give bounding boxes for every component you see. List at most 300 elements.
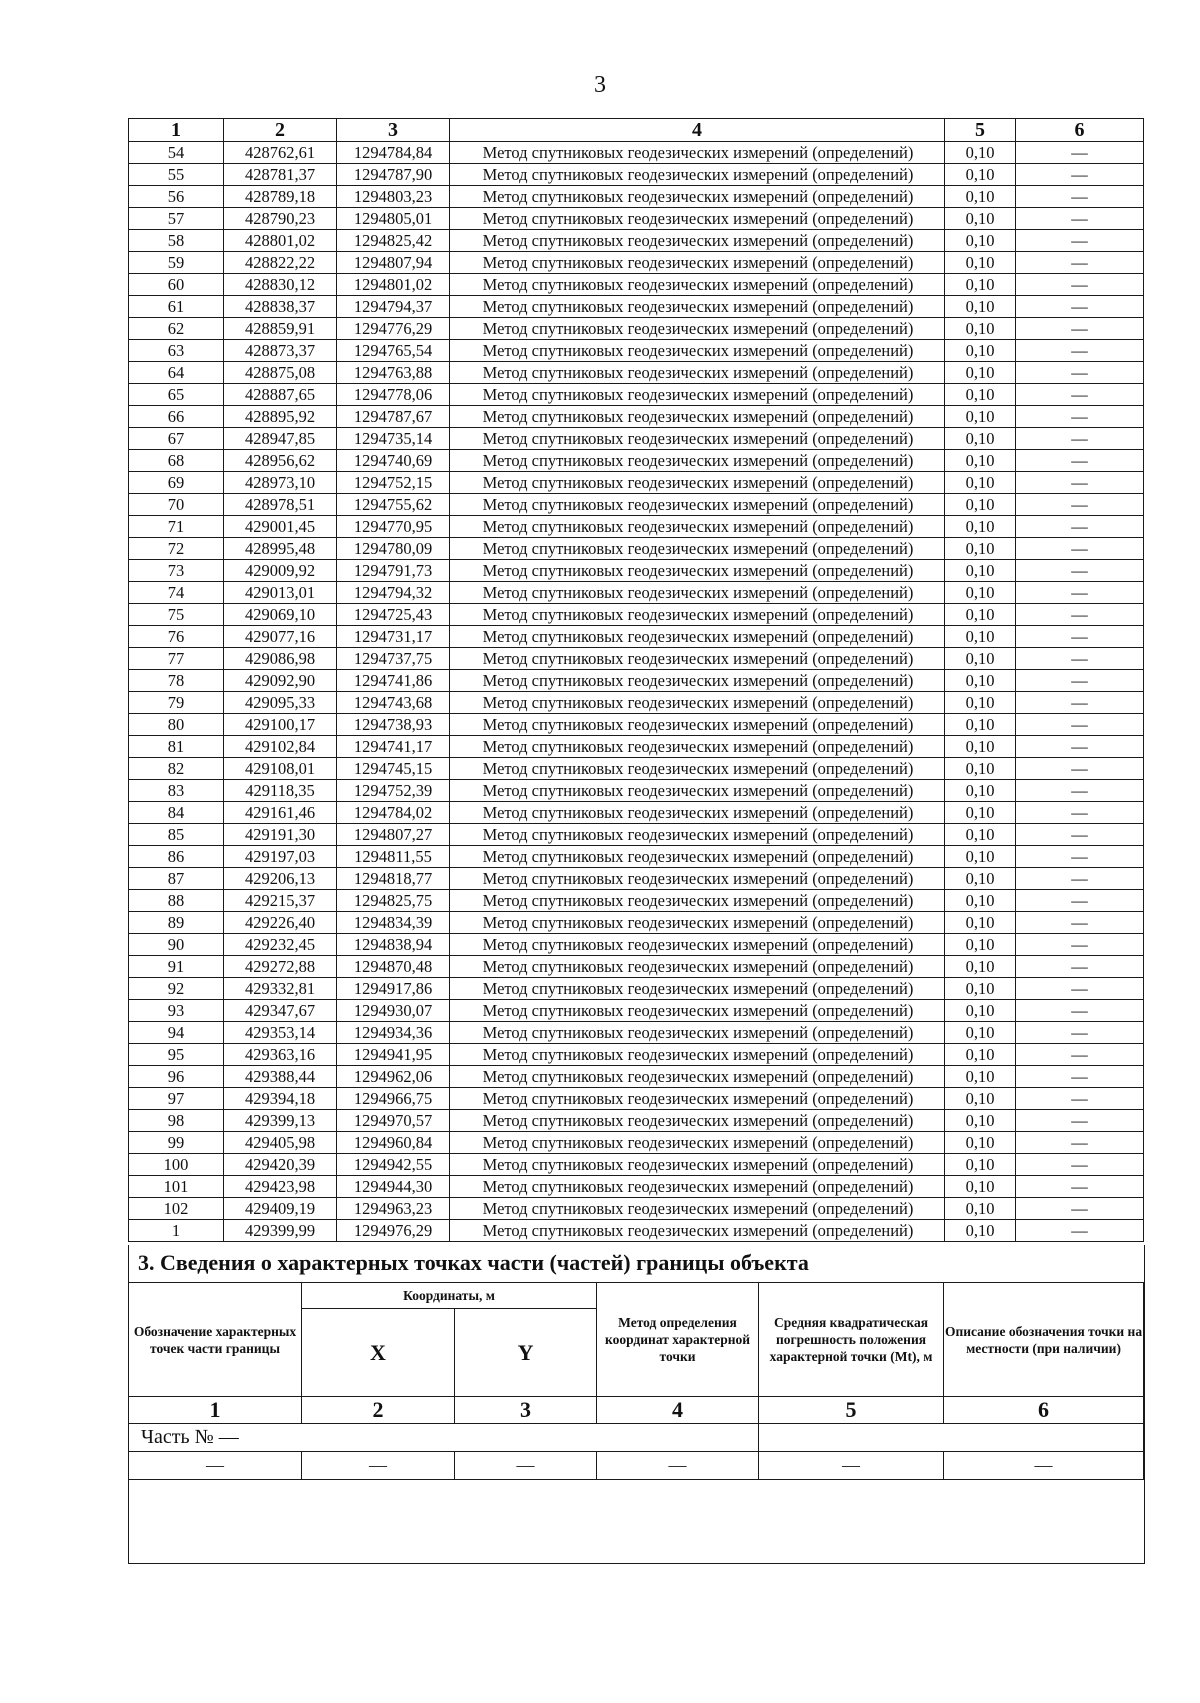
method-cell: Метод спутниковых геодезических измерений (определений) — [450, 912, 945, 934]
accuracy-cell: 0,10 — [945, 186, 1016, 208]
accuracy-cell: 0,10 — [945, 362, 1016, 384]
table-row — [129, 758, 1144, 780]
x-coordinate: 428781,37 — [224, 164, 337, 186]
y-coordinate: 1294737,75 — [337, 648, 450, 670]
x-coordinate: 428873,37 — [224, 340, 337, 362]
point-number: 85 — [129, 824, 224, 846]
method-cell: Метод спутниковых геодезических измерений (определений) — [450, 824, 945, 846]
method-cell: Метод спутниковых геодезических измерений (определений) — [450, 868, 945, 890]
table-row — [129, 890, 1144, 912]
point-number: 89 — [129, 912, 224, 934]
dash-cell: — — [944, 1452, 1144, 1480]
description-cell: — — [1016, 802, 1144, 824]
table-row — [129, 274, 1144, 296]
y-coordinate: 1294740,69 — [337, 450, 450, 472]
x-coordinate: 428973,10 — [224, 472, 337, 494]
table-row — [129, 340, 1144, 362]
method-cell: Метод спутниковых геодезических измерений (определений) — [450, 450, 945, 472]
y-coordinate: 1294731,17 — [337, 626, 450, 648]
point-number: 98 — [129, 1110, 224, 1132]
accuracy-cell: 0,10 — [945, 1000, 1016, 1022]
accuracy-cell: 0,10 — [945, 1044, 1016, 1066]
accuracy-cell: 0,10 — [945, 1154, 1016, 1176]
point-number: 100 — [129, 1154, 224, 1176]
x-coordinate: 429394,18 — [224, 1088, 337, 1110]
point-number: 64 — [129, 362, 224, 384]
description-cell: — — [1016, 648, 1144, 670]
accuracy-cell: 0,10 — [945, 1110, 1016, 1132]
description-cell: — — [1016, 1088, 1144, 1110]
x-coordinate: 428830,12 — [224, 274, 337, 296]
table-row — [129, 736, 1144, 758]
point-number: 78 — [129, 670, 224, 692]
accuracy-cell: 0,10 — [945, 648, 1016, 670]
point-number: 58 — [129, 230, 224, 252]
y-coordinate: 1294776,29 — [337, 318, 450, 340]
point-number: 80 — [129, 714, 224, 736]
accuracy-cell: 0,10 — [945, 604, 1016, 626]
accuracy-cell: 0,10 — [945, 1198, 1016, 1220]
x-coordinate: 429100,17 — [224, 714, 337, 736]
y-coordinate: 1294752,39 — [337, 780, 450, 802]
x-header: X — [302, 1309, 455, 1397]
description-cell: — — [1016, 1154, 1144, 1176]
description-cell: — — [1016, 164, 1144, 186]
table-row — [129, 472, 1144, 494]
point-number: 72 — [129, 538, 224, 560]
table-row — [129, 956, 1144, 978]
y-coordinate: 1294818,77 — [337, 868, 450, 890]
x-coordinate: 429001,45 — [224, 516, 337, 538]
method-cell: Метод спутниковых геодезических измерений (определений) — [450, 780, 945, 802]
accuracy-cell: 0,10 — [945, 428, 1016, 450]
column-number: 5 — [759, 1397, 944, 1424]
table-row — [129, 1110, 1144, 1132]
table-row — [129, 1176, 1144, 1198]
y-coordinate: 1294805,01 — [337, 208, 450, 230]
accuracy-cell: 0,10 — [945, 208, 1016, 230]
accuracy-cell: 0,10 — [945, 252, 1016, 274]
method-cell: Метод спутниковых геодезических измерений (определений) — [450, 142, 945, 164]
x-coordinate: 429191,30 — [224, 824, 337, 846]
header-col-5: 5 — [945, 119, 1016, 142]
x-coordinate: 428978,51 — [224, 494, 337, 516]
y-coordinate: 1294735,14 — [337, 428, 450, 450]
x-coordinate: 429388,44 — [224, 1066, 337, 1088]
table-row — [129, 252, 1144, 274]
table-row — [129, 494, 1144, 516]
method-cell: Метод спутниковых геодезических измерений (определений) — [450, 230, 945, 252]
description-cell: — — [1016, 1044, 1144, 1066]
accuracy-cell: 0,10 — [945, 780, 1016, 802]
coordinates-body — [129, 142, 1144, 1242]
accuracy-cell: 0,10 — [945, 516, 1016, 538]
table-row — [129, 1154, 1144, 1176]
method-cell: Метод спутниковых геодезических измерений (определений) — [450, 648, 945, 670]
table-row — [129, 450, 1144, 472]
point-number: 62 — [129, 318, 224, 340]
point-number: 90 — [129, 934, 224, 956]
y-coordinate: 1294870,48 — [337, 956, 450, 978]
point-number: 1 — [129, 1220, 224, 1242]
y-header: Y — [455, 1309, 597, 1397]
y-coordinate: 1294930,07 — [337, 1000, 450, 1022]
accuracy-cell: 0,10 — [945, 142, 1016, 164]
header-col-1: 1 — [129, 119, 224, 142]
table-row — [129, 934, 1144, 956]
x-coordinate: 428838,37 — [224, 296, 337, 318]
x-coordinate: 428887,65 — [224, 384, 337, 406]
x-coordinate: 429206,13 — [224, 868, 337, 890]
header-col-3: 3 — [337, 119, 450, 142]
part-dash-row — [129, 1452, 1144, 1480]
point-number: 97 — [129, 1088, 224, 1110]
part-label-empty — [759, 1424, 1144, 1452]
header-col-2: 2 — [224, 119, 337, 142]
accuracy-cell: 0,10 — [945, 824, 1016, 846]
accuracy-cell: 0,10 — [945, 472, 1016, 494]
y-coordinate: 1294825,42 — [337, 230, 450, 252]
description-cell: — — [1016, 846, 1144, 868]
y-coordinate: 1294763,88 — [337, 362, 450, 384]
table-row — [129, 186, 1144, 208]
y-coordinate: 1294970,57 — [337, 1110, 450, 1132]
method-cell: Метод спутниковых геодезических измерений (определений) — [450, 692, 945, 714]
description-cell: — — [1016, 604, 1144, 626]
column-number: 6 — [944, 1397, 1144, 1424]
x-coordinate: 429272,88 — [224, 956, 337, 978]
accuracy-cell: 0,10 — [945, 1176, 1016, 1198]
column-number: 1 — [129, 1397, 302, 1424]
point-number: 55 — [129, 164, 224, 186]
description-cell: — — [1016, 384, 1144, 406]
table-row — [129, 384, 1144, 406]
method-cell: Метод спутниковых геодезических измерений (определений) — [450, 494, 945, 516]
column-number: 2 — [302, 1397, 455, 1424]
y-coordinate: 1294791,73 — [337, 560, 450, 582]
description-cell: — — [1016, 868, 1144, 890]
y-coordinate: 1294741,17 — [337, 736, 450, 758]
accuracy-cell: 0,10 — [945, 384, 1016, 406]
method-cell: Метод спутниковых геодезических измерений (определений) — [450, 1154, 945, 1176]
method-cell: Метод спутниковых геодезических измерений (определений) — [450, 1066, 945, 1088]
point-number: 84 — [129, 802, 224, 824]
y-coordinate: 1294778,06 — [337, 384, 450, 406]
table-row — [129, 516, 1144, 538]
table-row — [129, 846, 1144, 868]
description-cell: — — [1016, 538, 1144, 560]
x-coordinate: 429399,99 — [224, 1220, 337, 1242]
method-cell: Метод спутниковых геодезических измерений (определений) — [450, 516, 945, 538]
y-coordinate: 1294794,32 — [337, 582, 450, 604]
x-coordinate: 429353,14 — [224, 1022, 337, 1044]
description-cell: — — [1016, 560, 1144, 582]
accuracy-cell: 0,10 — [945, 318, 1016, 340]
description-cell: — — [1016, 142, 1144, 164]
table-row — [129, 978, 1144, 1000]
method-cell: Метод спутниковых геодезических измерений (определений) — [450, 384, 945, 406]
accuracy-cell: 0,10 — [945, 626, 1016, 648]
designation-header: Обозначение характерных точек части границы — [129, 1283, 302, 1397]
x-coordinate: 428947,85 — [224, 428, 337, 450]
table-row — [129, 868, 1144, 890]
description-cell: — — [1016, 780, 1144, 802]
x-coordinate: 429095,33 — [224, 692, 337, 714]
y-coordinate: 1294811,55 — [337, 846, 450, 868]
description-cell: — — [1016, 472, 1144, 494]
table-row — [129, 802, 1144, 824]
point-number: 83 — [129, 780, 224, 802]
accuracy-cell: 0,10 — [945, 912, 1016, 934]
description-cell: — — [1016, 912, 1144, 934]
page-number: 3 — [594, 72, 606, 98]
method-cell: Метод спутниковых геодезических измерений (определений) — [450, 1044, 945, 1066]
header-col-4: 4 — [450, 119, 945, 142]
y-coordinate: 1294784,84 — [337, 142, 450, 164]
table-row — [129, 164, 1144, 186]
accuracy-cell: 0,10 — [945, 736, 1016, 758]
y-coordinate: 1294725,43 — [337, 604, 450, 626]
x-coordinate: 429420,39 — [224, 1154, 337, 1176]
column-number: 3 — [455, 1397, 597, 1424]
x-coordinate: 429197,03 — [224, 846, 337, 868]
method-cell: Метод спутниковых геодезических измерений (определений) — [450, 296, 945, 318]
point-number: 93 — [129, 1000, 224, 1022]
y-coordinate: 1294738,93 — [337, 714, 450, 736]
description-cell: — — [1016, 758, 1144, 780]
description-cell: — — [1016, 274, 1144, 296]
description-cell: — — [1016, 956, 1144, 978]
y-coordinate: 1294755,62 — [337, 494, 450, 516]
x-coordinate: 429232,45 — [224, 934, 337, 956]
accuracy-cell: 0,10 — [945, 296, 1016, 318]
y-coordinate: 1294917,86 — [337, 978, 450, 1000]
x-coordinate: 429077,16 — [224, 626, 337, 648]
x-coordinate: 428875,08 — [224, 362, 337, 384]
x-coordinate: 429363,16 — [224, 1044, 337, 1066]
y-coordinate: 1294784,02 — [337, 802, 450, 824]
point-number: 54 — [129, 142, 224, 164]
accuracy-cell: 0,10 — [945, 230, 1016, 252]
description-cell: — — [1016, 1022, 1144, 1044]
point-number: 79 — [129, 692, 224, 714]
point-number: 76 — [129, 626, 224, 648]
description-cell: — — [1016, 978, 1144, 1000]
point-number: 87 — [129, 868, 224, 890]
point-number: 67 — [129, 428, 224, 450]
point-number: 65 — [129, 384, 224, 406]
method-cell: Метод спутниковых геодезических измерений (определений) — [450, 1022, 945, 1044]
point-number: 81 — [129, 736, 224, 758]
y-coordinate: 1294770,95 — [337, 516, 450, 538]
y-coordinate: 1294807,27 — [337, 824, 450, 846]
method-cell: Метод спутниковых геодезических измерений (определений) — [450, 1132, 945, 1154]
x-coordinate: 428789,18 — [224, 186, 337, 208]
method-cell: Метод спутниковых геодезических измерений (определений) — [450, 1198, 945, 1220]
table-row — [129, 1220, 1144, 1242]
table-row — [129, 1022, 1144, 1044]
accuracy-cell: 0,10 — [945, 274, 1016, 296]
point-number: 102 — [129, 1198, 224, 1220]
point-number: 94 — [129, 1022, 224, 1044]
description-cell: — — [1016, 890, 1144, 912]
accuracy-cell: 0,10 — [945, 538, 1016, 560]
description-cell: — — [1016, 714, 1144, 736]
description-cell: — — [1016, 1198, 1144, 1220]
point-number: 92 — [129, 978, 224, 1000]
description-cell: — — [1016, 406, 1144, 428]
y-coordinate: 1294944,30 — [337, 1176, 450, 1198]
accuracy-cell: 0,10 — [945, 582, 1016, 604]
description-cell: — — [1016, 494, 1144, 516]
y-coordinate: 1294745,15 — [337, 758, 450, 780]
x-coordinate: 429086,98 — [224, 648, 337, 670]
method-cell: Метод спутниковых геодезических измерений (определений) — [450, 1110, 945, 1132]
description-cell: — — [1016, 186, 1144, 208]
section-3-title: 3. Сведения о характерных точках части (частей) границы объекта — [138, 1250, 809, 1275]
accuracy-cell: 0,10 — [945, 1088, 1016, 1110]
description-cell: — — [1016, 824, 1144, 846]
description-header: Описание обозначения точки на местности (при наличии) — [944, 1283, 1144, 1397]
method-cell: Метод спутниковых геодезических измерений (определений) — [450, 1220, 945, 1242]
point-number: 70 — [129, 494, 224, 516]
y-coordinate: 1294942,55 — [337, 1154, 450, 1176]
method-cell: Метод спутниковых геодезических измерений (определений) — [450, 164, 945, 186]
method-cell: Метод спутниковых геодезических измерений (определений) — [450, 956, 945, 978]
y-coordinate: 1294794,37 — [337, 296, 450, 318]
y-coordinate: 1294780,09 — [337, 538, 450, 560]
description-cell: — — [1016, 1220, 1144, 1242]
y-coordinate: 1294787,90 — [337, 164, 450, 186]
accuracy-cell: 0,10 — [945, 406, 1016, 428]
accuracy-cell: 0,10 — [945, 978, 1016, 1000]
table-row — [129, 604, 1144, 626]
table-row — [129, 670, 1144, 692]
point-number: 74 — [129, 582, 224, 604]
table-row — [129, 1088, 1144, 1110]
x-coordinate: 429092,90 — [224, 670, 337, 692]
accuracy-cell: 0,10 — [945, 1132, 1016, 1154]
method-cell: Метод спутниковых геодезических измерений (определений) — [450, 670, 945, 692]
method-cell: Метод спутниковых геодезических измерений (определений) — [450, 252, 945, 274]
dash-cell: — — [759, 1452, 944, 1480]
description-cell: — — [1016, 626, 1144, 648]
description-cell: — — [1016, 692, 1144, 714]
accuracy-cell: 0,10 — [945, 692, 1016, 714]
accuracy-cell: 0,10 — [945, 802, 1016, 824]
description-cell: — — [1016, 318, 1144, 340]
x-coordinate: 429009,92 — [224, 560, 337, 582]
x-coordinate: 429013,01 — [224, 582, 337, 604]
method-cell: Метод спутниковых геодезических измерений (определений) — [450, 472, 945, 494]
description-cell: — — [1016, 1110, 1144, 1132]
y-coordinate: 1294807,94 — [337, 252, 450, 274]
table-row — [129, 714, 1144, 736]
column-number: 4 — [597, 1397, 759, 1424]
description-cell: — — [1016, 670, 1144, 692]
accuracy-cell: 0,10 — [945, 560, 1016, 582]
y-coordinate: 1294960,84 — [337, 1132, 450, 1154]
table-row — [129, 1000, 1144, 1022]
x-coordinate: 428822,22 — [224, 252, 337, 274]
method-cell: Метод спутниковых геодезических измерений (определений) — [450, 1088, 945, 1110]
point-number: 101 — [129, 1176, 224, 1198]
description-cell: — — [1016, 428, 1144, 450]
dash-cell: — — [455, 1452, 597, 1480]
y-coordinate: 1294976,29 — [337, 1220, 450, 1242]
y-coordinate: 1294765,54 — [337, 340, 450, 362]
coordinates-table — [128, 118, 1144, 1242]
description-cell: — — [1016, 1066, 1144, 1088]
point-number: 63 — [129, 340, 224, 362]
method-cell: Метод спутниковых геодезических измерений (определений) — [450, 560, 945, 582]
accuracy-cell: 0,10 — [945, 494, 1016, 516]
accuracy-cell: 0,10 — [945, 956, 1016, 978]
y-coordinate: 1294803,23 — [337, 186, 450, 208]
description-cell: — — [1016, 736, 1144, 758]
method-cell: Метод спутниковых геодезических измерений (определений) — [450, 362, 945, 384]
description-cell: — — [1016, 934, 1144, 956]
point-number: 96 — [129, 1066, 224, 1088]
y-coordinate: 1294941,95 — [337, 1044, 450, 1066]
method-cell: Метод спутниковых геодезических измерений (определений) — [450, 802, 945, 824]
point-number: 86 — [129, 846, 224, 868]
point-number: 61 — [129, 296, 224, 318]
x-coordinate: 429161,46 — [224, 802, 337, 824]
table-row — [129, 296, 1144, 318]
x-coordinate: 428762,61 — [224, 142, 337, 164]
x-coordinate: 429399,13 — [224, 1110, 337, 1132]
description-cell: — — [1016, 582, 1144, 604]
x-coordinate: 429347,67 — [224, 1000, 337, 1022]
description-cell: — — [1016, 230, 1144, 252]
accuracy-cell: 0,10 — [945, 450, 1016, 472]
y-coordinate: 1294741,86 — [337, 670, 450, 692]
point-number: 73 — [129, 560, 224, 582]
x-coordinate: 428995,48 — [224, 538, 337, 560]
description-cell: — — [1016, 340, 1144, 362]
y-coordinate: 1294787,67 — [337, 406, 450, 428]
accuracy-cell: 0,10 — [945, 1220, 1016, 1242]
y-coordinate: 1294963,23 — [337, 1198, 450, 1220]
y-coordinate: 1294825,75 — [337, 890, 450, 912]
accuracy-cell: 0,10 — [945, 164, 1016, 186]
method-cell: Метод спутниковых геодезических измерений (определений) — [450, 978, 945, 1000]
method-cell: Метод спутниковых геодезических измерений (определений) — [450, 846, 945, 868]
x-coordinate: 429405,98 — [224, 1132, 337, 1154]
description-cell: — — [1016, 362, 1144, 384]
coordinates-header: Координаты, м — [302, 1283, 597, 1309]
description-cell: — — [1016, 1176, 1144, 1198]
method-cell: Метод спутниковых геодезических измерений (определений) — [450, 604, 945, 626]
method-cell: Метод спутниковых геодезических измерений (определений) — [450, 890, 945, 912]
description-cell: — — [1016, 296, 1144, 318]
table-row — [129, 626, 1144, 648]
method-cell: Метод спутниковых геодезических измерений (определений) — [450, 626, 945, 648]
table-row — [129, 230, 1144, 252]
x-coordinate: 428801,02 — [224, 230, 337, 252]
accuracy-header: Средняя квадратическая погрешность положения характерной точки (Mt), м — [759, 1283, 944, 1397]
point-number: 59 — [129, 252, 224, 274]
x-coordinate: 429332,81 — [224, 978, 337, 1000]
accuracy-cell: 0,10 — [945, 1066, 1016, 1088]
method-cell: Метод спутниковых геодезических измерений (определений) — [450, 428, 945, 450]
x-coordinate: 428956,62 — [224, 450, 337, 472]
table-row — [129, 1044, 1144, 1066]
point-number: 88 — [129, 890, 224, 912]
x-coordinate: 429118,35 — [224, 780, 337, 802]
x-coordinate: 429226,40 — [224, 912, 337, 934]
